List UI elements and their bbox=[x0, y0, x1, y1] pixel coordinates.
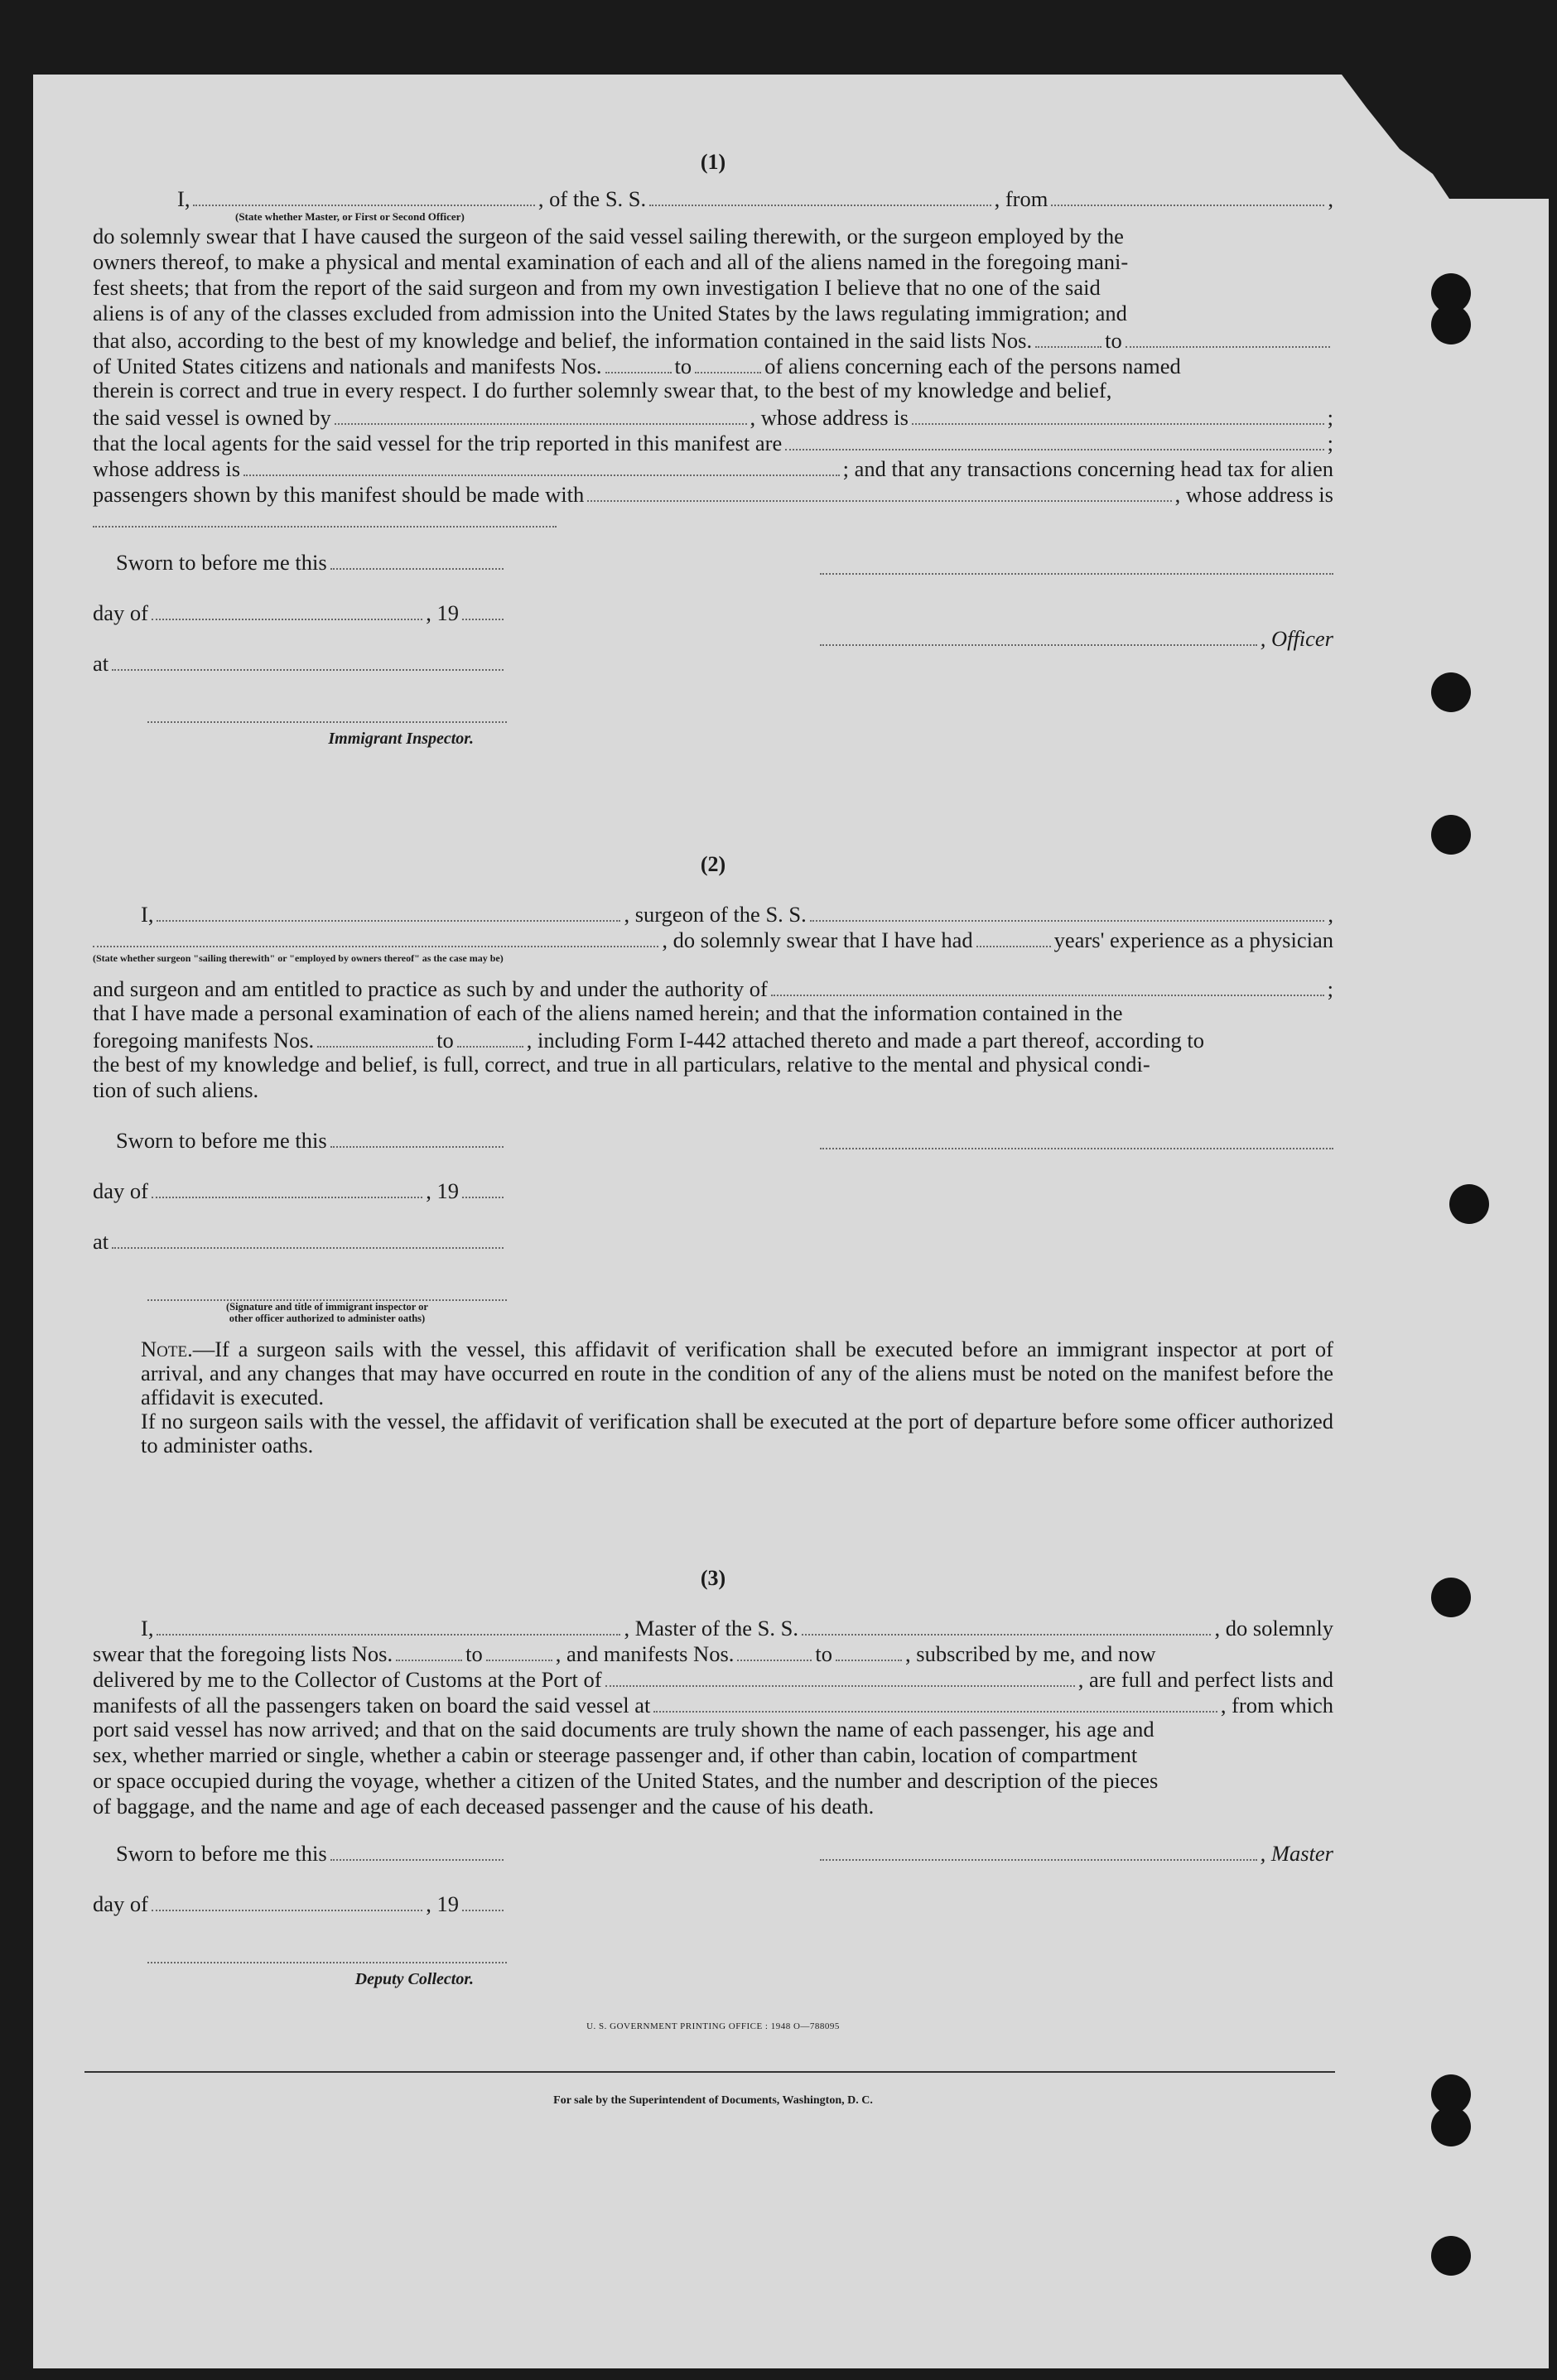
s2-at-field[interactable] bbox=[112, 1227, 504, 1249]
s1-at-field[interactable] bbox=[112, 649, 504, 671]
s1-passengers-address-field[interactable] bbox=[93, 506, 557, 528]
s2-sworn-label: Sworn to before me this bbox=[116, 1127, 327, 1153]
s1-day-field[interactable] bbox=[152, 599, 422, 620]
s2-surgeon-type-field[interactable] bbox=[93, 926, 658, 947]
s3-delivered-tail: , are full and perfect lists and bbox=[1077, 1666, 1333, 1692]
s1-owner-address-field[interactable] bbox=[912, 403, 1324, 425]
s3-collector-caption: Deputy Collector. bbox=[354, 1970, 474, 1988]
s1-agents-field[interactable] bbox=[785, 429, 1323, 450]
s1-passengers-address-label: , whose address is bbox=[1174, 481, 1333, 507]
binder-hole bbox=[1431, 305, 1471, 344]
s3-manifests-to-field[interactable] bbox=[836, 1640, 902, 1661]
s1-at-label: at bbox=[93, 650, 109, 676]
footer-text: For sale by the Superintendent of Documents, Washington, D. C. bbox=[553, 2094, 873, 2107]
s2-sworn-line bbox=[93, 1126, 507, 1152]
s1-agents-address-line bbox=[93, 455, 1333, 480]
s1-owner-address-label: , whose address is bbox=[750, 404, 909, 430]
s3-subscribed-text: , subscribed by me, and now bbox=[905, 1640, 1156, 1666]
s1-lists-from-field[interactable] bbox=[1035, 326, 1101, 348]
gpo-imprint: U. S. GOVERNMENT PRINTING OFFICE : 1948 O—788095 bbox=[586, 2021, 840, 2031]
s1-owner-field[interactable] bbox=[335, 403, 747, 425]
s3-master-signature-field[interactable] bbox=[820, 1839, 1257, 1861]
s2-vessel-field[interactable] bbox=[810, 900, 1325, 922]
s1-officer-caption: , Officer bbox=[1260, 625, 1333, 651]
s1-year-label: , 19 bbox=[426, 600, 459, 625]
s2-day-label: day of bbox=[93, 1178, 148, 1203]
s1-owned-text: the said vessel is owned by bbox=[93, 404, 331, 430]
s3-lists-to: to bbox=[465, 1640, 483, 1666]
s3-line-1 bbox=[93, 1614, 1333, 1640]
s1-sworn-field[interactable] bbox=[330, 548, 504, 570]
s3-master-line bbox=[820, 1839, 1333, 1865]
s2-sworn-field[interactable] bbox=[330, 1126, 504, 1148]
form-content bbox=[93, 75, 1333, 2113]
s3-body-line: or space occupied during the voyage, whether a citizen of the United States, and the number and description of the pieces bbox=[93, 1768, 1159, 1793]
s3-sworn-label: Sworn to before me this bbox=[116, 1840, 327, 1866]
s1-agents-line bbox=[93, 429, 1333, 455]
s1-citizens-text: of United States citizens and nationals and manifests Nos. bbox=[93, 353, 602, 378]
s3-delivered-line bbox=[93, 1665, 1333, 1691]
s1-passengers-text: passengers shown by this manifest should be made with bbox=[93, 481, 585, 507]
s3-from-which: , from which bbox=[1220, 1692, 1333, 1718]
s3-master-name-field[interactable] bbox=[157, 1614, 620, 1636]
s2-surgeon-subcaption: (State whether surgeon "sailing therewith" or "employed by owners thereof" as the case may be) bbox=[93, 952, 504, 964]
s2-ss-label: , surgeon of the S. S. bbox=[624, 901, 807, 927]
s1-passengers-line bbox=[93, 480, 1333, 506]
s3-day-label: day of bbox=[93, 1891, 148, 1916]
s1-ss-label: , of the S. S. bbox=[537, 185, 647, 211]
s3-lists-from-field[interactable] bbox=[396, 1640, 462, 1661]
section-1-number: (1) bbox=[700, 150, 726, 174]
s2-manifests-tail: , including Form I-442 attached thereto and made a part thereof, according to bbox=[526, 1027, 1205, 1053]
s3-i-label: I, bbox=[141, 1615, 154, 1640]
s2-caption-line: (Signature and title of immigrant inspector or bbox=[226, 1301, 428, 1313]
s3-swear-text: swear that the foregoing lists Nos. bbox=[93, 1640, 393, 1666]
s3-swear-line bbox=[93, 1640, 1333, 1665]
section-2-number: (2) bbox=[700, 852, 726, 876]
s2-year-label: , 19 bbox=[426, 1178, 459, 1203]
s2-body-line: tion of such aliens. bbox=[93, 1077, 259, 1102]
s1-manifests-to-field[interactable] bbox=[695, 352, 761, 373]
s2-line-2 bbox=[93, 926, 1333, 952]
s3-body-line: sex, whether married or single, whether a cabin or steerage passenger and, if other than cabin, location of compartment bbox=[93, 1742, 1138, 1767]
s3-vessel-field[interactable] bbox=[802, 1614, 1211, 1636]
s3-manifests-from-field[interactable] bbox=[737, 1640, 812, 1661]
s1-inspector-caption: Immigrant Inspector. bbox=[328, 730, 474, 748]
s1-citizens-to: to bbox=[674, 353, 692, 378]
s3-embark-port-field[interactable] bbox=[653, 1691, 1217, 1713]
s1-manifests-from-field[interactable] bbox=[605, 352, 672, 373]
s3-delivered-text: delivered by me to the Collector of Customs at the Port of bbox=[93, 1666, 602, 1692]
s2-year-field[interactable] bbox=[462, 1177, 504, 1198]
s2-officer-signature-field[interactable] bbox=[147, 1278, 507, 1301]
s2-comma: , bbox=[1328, 901, 1333, 927]
s1-semicolon: ; bbox=[1327, 404, 1333, 430]
s1-lists-to: to bbox=[1105, 327, 1122, 353]
s3-port-field[interactable] bbox=[605, 1665, 1075, 1687]
s2-signature-block bbox=[93, 1126, 1333, 1324]
s2-day-line bbox=[93, 1177, 507, 1202]
s2-caption bbox=[147, 1301, 507, 1324]
s2-surgeon-signature-field[interactable] bbox=[820, 1126, 1333, 1149]
s1-passengers-address-line bbox=[93, 506, 1333, 532]
s3-manifests-body: manifests of all the passengers taken on board the said vessel at bbox=[93, 1692, 651, 1718]
note-text-2: If no surgeon sails with the vessel, the affidavit of verification shall be executed at the port of departure before some officer authorized to administer oaths. bbox=[141, 1409, 1333, 1457]
s1-officer-name-field[interactable] bbox=[193, 185, 534, 206]
s1-body-line: aliens is of any of the classes excluded from admission into the United States by the laws regulating immigration; and bbox=[93, 301, 1127, 325]
binder-hole bbox=[1431, 672, 1471, 712]
s1-officer-signature-top[interactable] bbox=[820, 552, 1333, 575]
s3-ss-label: , Master of the S. S. bbox=[624, 1615, 798, 1640]
s2-body-line: the best of my knowledge and belief, is full, correct, and true in all particulars, relative to the mental and physical condi- bbox=[93, 1052, 1150, 1077]
s2-surgeon-name-field[interactable] bbox=[157, 900, 620, 922]
s1-from-label: , from bbox=[994, 185, 1048, 211]
s1-owned-line bbox=[93, 403, 1333, 429]
binder-hole bbox=[1431, 815, 1471, 855]
binder-hole bbox=[1431, 2236, 1471, 2276]
s1-body bbox=[93, 224, 1333, 326]
s1-headtax-text: ; and that any transactions concerning head tax for alien bbox=[842, 455, 1333, 481]
s2-manifests-to-field[interactable] bbox=[457, 1026, 523, 1048]
s2-examined-text: that I have made a personal examination of each of the aliens named herein; and that the information contained in the bbox=[93, 1000, 1123, 1025]
s3-sworn-block bbox=[93, 1839, 507, 1992]
s2-years-field[interactable] bbox=[976, 926, 1051, 947]
s2-experience-text: years' experience as a physician bbox=[1053, 927, 1333, 952]
s3-signature-block bbox=[93, 1839, 1333, 1992]
s1-officer-signature-field[interactable] bbox=[820, 624, 1257, 646]
s2-day-field[interactable] bbox=[152, 1177, 422, 1198]
s1-comma: , bbox=[1328, 185, 1333, 211]
s2-caption-line: other officer authorized to administer oaths) bbox=[229, 1313, 426, 1324]
s2-at-line bbox=[93, 1227, 507, 1253]
s2-semicolon: ; bbox=[1327, 976, 1333, 1001]
s1-body-line: do solemnly swear that I have caused the surgeon of the said vessel sailing therewith, or the surgeon employed by the bbox=[93, 224, 1124, 248]
s2-authority-field[interactable] bbox=[771, 975, 1324, 996]
footer-rule bbox=[84, 2071, 1335, 2073]
s1-year-field[interactable] bbox=[462, 599, 504, 620]
s1-therein: therein is correct and true in every respect. I do further solemnly swear that, to the best of my knowledge and belief, bbox=[93, 378, 1112, 402]
section-3-number: (3) bbox=[700, 1566, 726, 1590]
s3-day-field[interactable] bbox=[152, 1890, 422, 1911]
s2-i-label: I, bbox=[141, 901, 154, 927]
s3-body-tail bbox=[93, 1717, 1333, 1819]
s3-master-block bbox=[820, 1839, 1333, 1992]
note-label: Note. bbox=[141, 1337, 193, 1361]
s2-authority-text: and surgeon and am entitled to practice as such by and under the authority of bbox=[93, 976, 768, 1001]
s2-manifests-from-field[interactable] bbox=[317, 1026, 433, 1048]
s2-sworn-block bbox=[93, 1126, 507, 1324]
s2-authority-line bbox=[93, 975, 1333, 1000]
s3-manifests-line bbox=[93, 1691, 1333, 1717]
s1-agents-text: that the local agents for the said vessel for the trip reported in this manifest are bbox=[93, 430, 783, 455]
s1-day-line bbox=[93, 599, 507, 624]
s1-day-label: day of bbox=[93, 600, 148, 625]
s1-whose-address-label: whose address is bbox=[93, 455, 241, 481]
s3-body-line: of baggage, and the name and age of each deceased passenger and the cause of his death. bbox=[93, 1794, 875, 1819]
s2-swear-text: , do solemnly swear that I have had bbox=[662, 927, 973, 952]
s2-line-1 bbox=[93, 900, 1333, 926]
s1-from-field[interactable] bbox=[1051, 185, 1324, 206]
s1-vessel-field[interactable] bbox=[649, 185, 991, 206]
s3-manifests-to: to bbox=[815, 1640, 833, 1666]
s3-lists-to-field[interactable] bbox=[486, 1640, 552, 1661]
s1-officer-block bbox=[820, 548, 1333, 752]
note-text-1: —If a surgeon sails with the vessel, this affidavit of verification shall be executed before an immigrant inspector at port of arrival, and any changes that may have occurred en route in the condition of any of the aliens must be noted on the manifest before the affidavit is executed. bbox=[141, 1337, 1333, 1409]
s1-headtax-party-field[interactable] bbox=[587, 480, 1171, 502]
s3-year-field[interactable] bbox=[462, 1890, 504, 1911]
s1-citizens-line bbox=[93, 352, 1333, 378]
s1-agents-address-field[interactable] bbox=[243, 455, 840, 476]
s1-sworn-line bbox=[93, 548, 507, 574]
s1-body-line: fest sheets; that from the report of the said surgeon and from my own investigation I believe that no one of the said bbox=[93, 275, 1101, 300]
s3-sworn-field[interactable] bbox=[330, 1839, 504, 1861]
s1-line-1 bbox=[93, 185, 1333, 210]
s1-lists-line bbox=[93, 326, 1333, 352]
s1-lists-text: that also, according to the best of my knowledge and belief, the information contained in the said lists Nos. bbox=[93, 327, 1033, 353]
s3-year-label: , 19 bbox=[426, 1891, 459, 1916]
s1-body-line: owners thereof, to make a physical and mental examination of each and all of the aliens named in the foregoing mani- bbox=[93, 249, 1129, 274]
s2-at-label: at bbox=[93, 1228, 109, 1254]
s1-officer-subcaption: (State whether Master, or First or Second Officer) bbox=[235, 210, 465, 223]
s1-signature-block bbox=[93, 548, 1333, 752]
s1-officer-line bbox=[820, 624, 1333, 650]
s1-sworn-label: Sworn to before me this bbox=[116, 549, 327, 575]
s2-body-tail bbox=[93, 1052, 1333, 1103]
s1-lists-to-field[interactable] bbox=[1126, 326, 1330, 348]
s1-inspector-signature-field[interactable] bbox=[147, 700, 507, 723]
s2-manifests-text: foregoing manifests Nos. bbox=[93, 1027, 315, 1053]
s3-sworn-line bbox=[93, 1839, 507, 1865]
s3-collector-signature-field[interactable] bbox=[147, 1940, 507, 1963]
binder-hole bbox=[1431, 1578, 1471, 1617]
s2-surgeon-block bbox=[820, 1126, 1333, 1324]
s3-manifests-text: , and manifests Nos. bbox=[555, 1640, 735, 1666]
s3-day-line bbox=[93, 1890, 507, 1915]
s1-citizens-tail: of aliens concerning each of the persons named bbox=[764, 353, 1181, 378]
s3-solemnly: , do solemnly bbox=[1214, 1615, 1333, 1640]
s2-manifests-line bbox=[93, 1026, 1333, 1052]
s1-semicolon: ; bbox=[1327, 430, 1333, 455]
s3-master-caption: , Master bbox=[1260, 1840, 1333, 1866]
binder-hole bbox=[1449, 1184, 1489, 1224]
s2-manifests-to: to bbox=[436, 1027, 454, 1053]
s1-sworn-block bbox=[93, 548, 507, 752]
s3-body-line: port said vessel has now arrived; and that on the said documents are truly shown the name of each passenger, his age and bbox=[93, 1717, 1154, 1742]
s1-at-line bbox=[93, 649, 507, 675]
s1-i-label: I, bbox=[177, 185, 190, 211]
binder-hole bbox=[1431, 2107, 1471, 2146]
note-block bbox=[93, 1337, 1333, 1457]
